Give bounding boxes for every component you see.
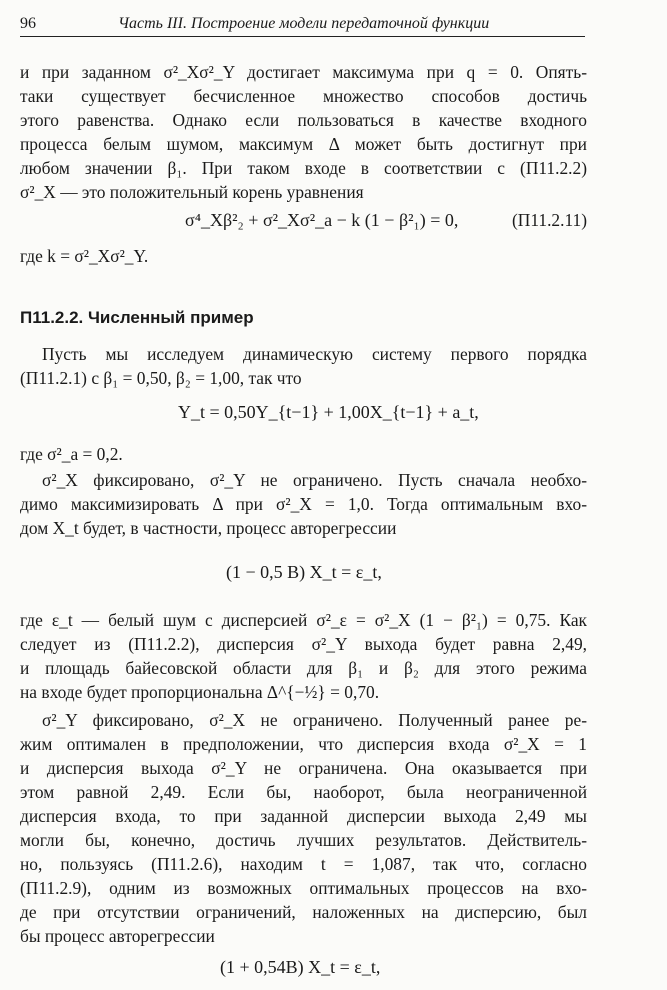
equation-number: (П11.2.11) — [511, 210, 587, 230]
text-line: таки существует бесчисленное множество способов достичь — [20, 86, 587, 106]
text-line: следует из (П11.2.2), дисперсия σ²_Y выхода будет равна 2,49, — [20, 634, 587, 654]
text-line: этом равной 2,49. Если бы, наоборот, была неограниченной — [20, 782, 587, 802]
text-line: где ε_t — белый шум с дисперсией σ²_ε = σ²_X (1 − β²₁) = 0,75. Как — [20, 610, 587, 630]
text-line: на входе будет пропорциональна Δ^{−½} = 0,70. — [20, 682, 380, 702]
text-line: но, пользуясь (П11.2.6), находим t = 1,087, так что, согласно — [20, 854, 587, 874]
equation-11-2-11: σ⁴_Xβ²₂ + σ²_Xσ²_a − k (1 − β²₁) = 0, — [185, 210, 459, 230]
page-number: 96 — [20, 15, 36, 32]
text-line: дом X_t будет, в частности, процесс авторегрессии — [20, 518, 397, 538]
text-line: σ²_Y фиксировано, σ²_X не ограничено. Полученный ранее ре- — [42, 710, 587, 730]
text-line: σ²_X — это положительный корень уравнения — [20, 182, 364, 202]
text-line: процесса белым шумом, максимум Δ может быть достигнут при — [20, 134, 587, 154]
text-line: де при отсутствии ограничений, наложенных на дисперсию, был — [20, 902, 587, 922]
running-title: Часть III. Построение модели передаточной функции — [118, 15, 490, 32]
text-line: где k = σ²_Xσ²_Y. — [20, 246, 149, 266]
equation-ar-optimal: (1 + 0,54B) X_t = ε_t, — [220, 957, 381, 977]
text-line: могли бы, конечно, достичь лучших результатов. Действитель- — [20, 830, 587, 850]
text-line: Пусть мы исследуем динамическую систему первого порядка — [42, 344, 587, 364]
text-line: любом значении β₁. При таком входе в соответствии с (П11.2.2) — [20, 158, 587, 178]
text-line: дисперсия входа, то при заданной дисперсии выхода 2,49 мы — [20, 806, 587, 826]
text-line: и площадь байесовской области для β₁ и β₂ для этого режима — [20, 658, 587, 678]
page-header — [20, 12, 585, 37]
text-line: жим оптимален в предположении, что дисперсия входа σ²_X = 1 — [20, 734, 587, 754]
equation-ar-model: Y_t = 0,50Y_{t−1} + 1,00X_{t−1} + a_t, — [178, 402, 479, 422]
text-line: где σ²_a = 0,2. — [20, 444, 123, 464]
text-line: бы процесс авторегрессии — [20, 926, 215, 946]
text-line: (П11.2.1) с β₁ = 0,50, β₂ = 1,00, так что — [20, 368, 302, 388]
text-line: σ²_X фиксировано, σ²_Y не ограничено. Пусть сначала необхо- — [42, 470, 587, 490]
text-line: и при заданном σ²_Xσ²_Y достигает максимума при q = 0. Опять- — [20, 62, 587, 82]
text-line: димо максимизировать Δ при σ²_X = 1,0. Тогда оптимальным вхо- — [20, 494, 587, 514]
section-heading: П11.2.2. Численный пример — [20, 308, 254, 327]
text-line: и дисперсия выхода σ²_Y не ограничена. Она оказывается при — [20, 758, 587, 778]
text-line: (П11.2.9), одним из возможных оптимальных процессов на вхо- — [20, 878, 587, 898]
text-line: этого равенства. Однако если пользоваться в качестве входного — [20, 110, 587, 130]
equation-ar-input: (1 − 0,5 B) X_t = ε_t, — [226, 562, 382, 582]
